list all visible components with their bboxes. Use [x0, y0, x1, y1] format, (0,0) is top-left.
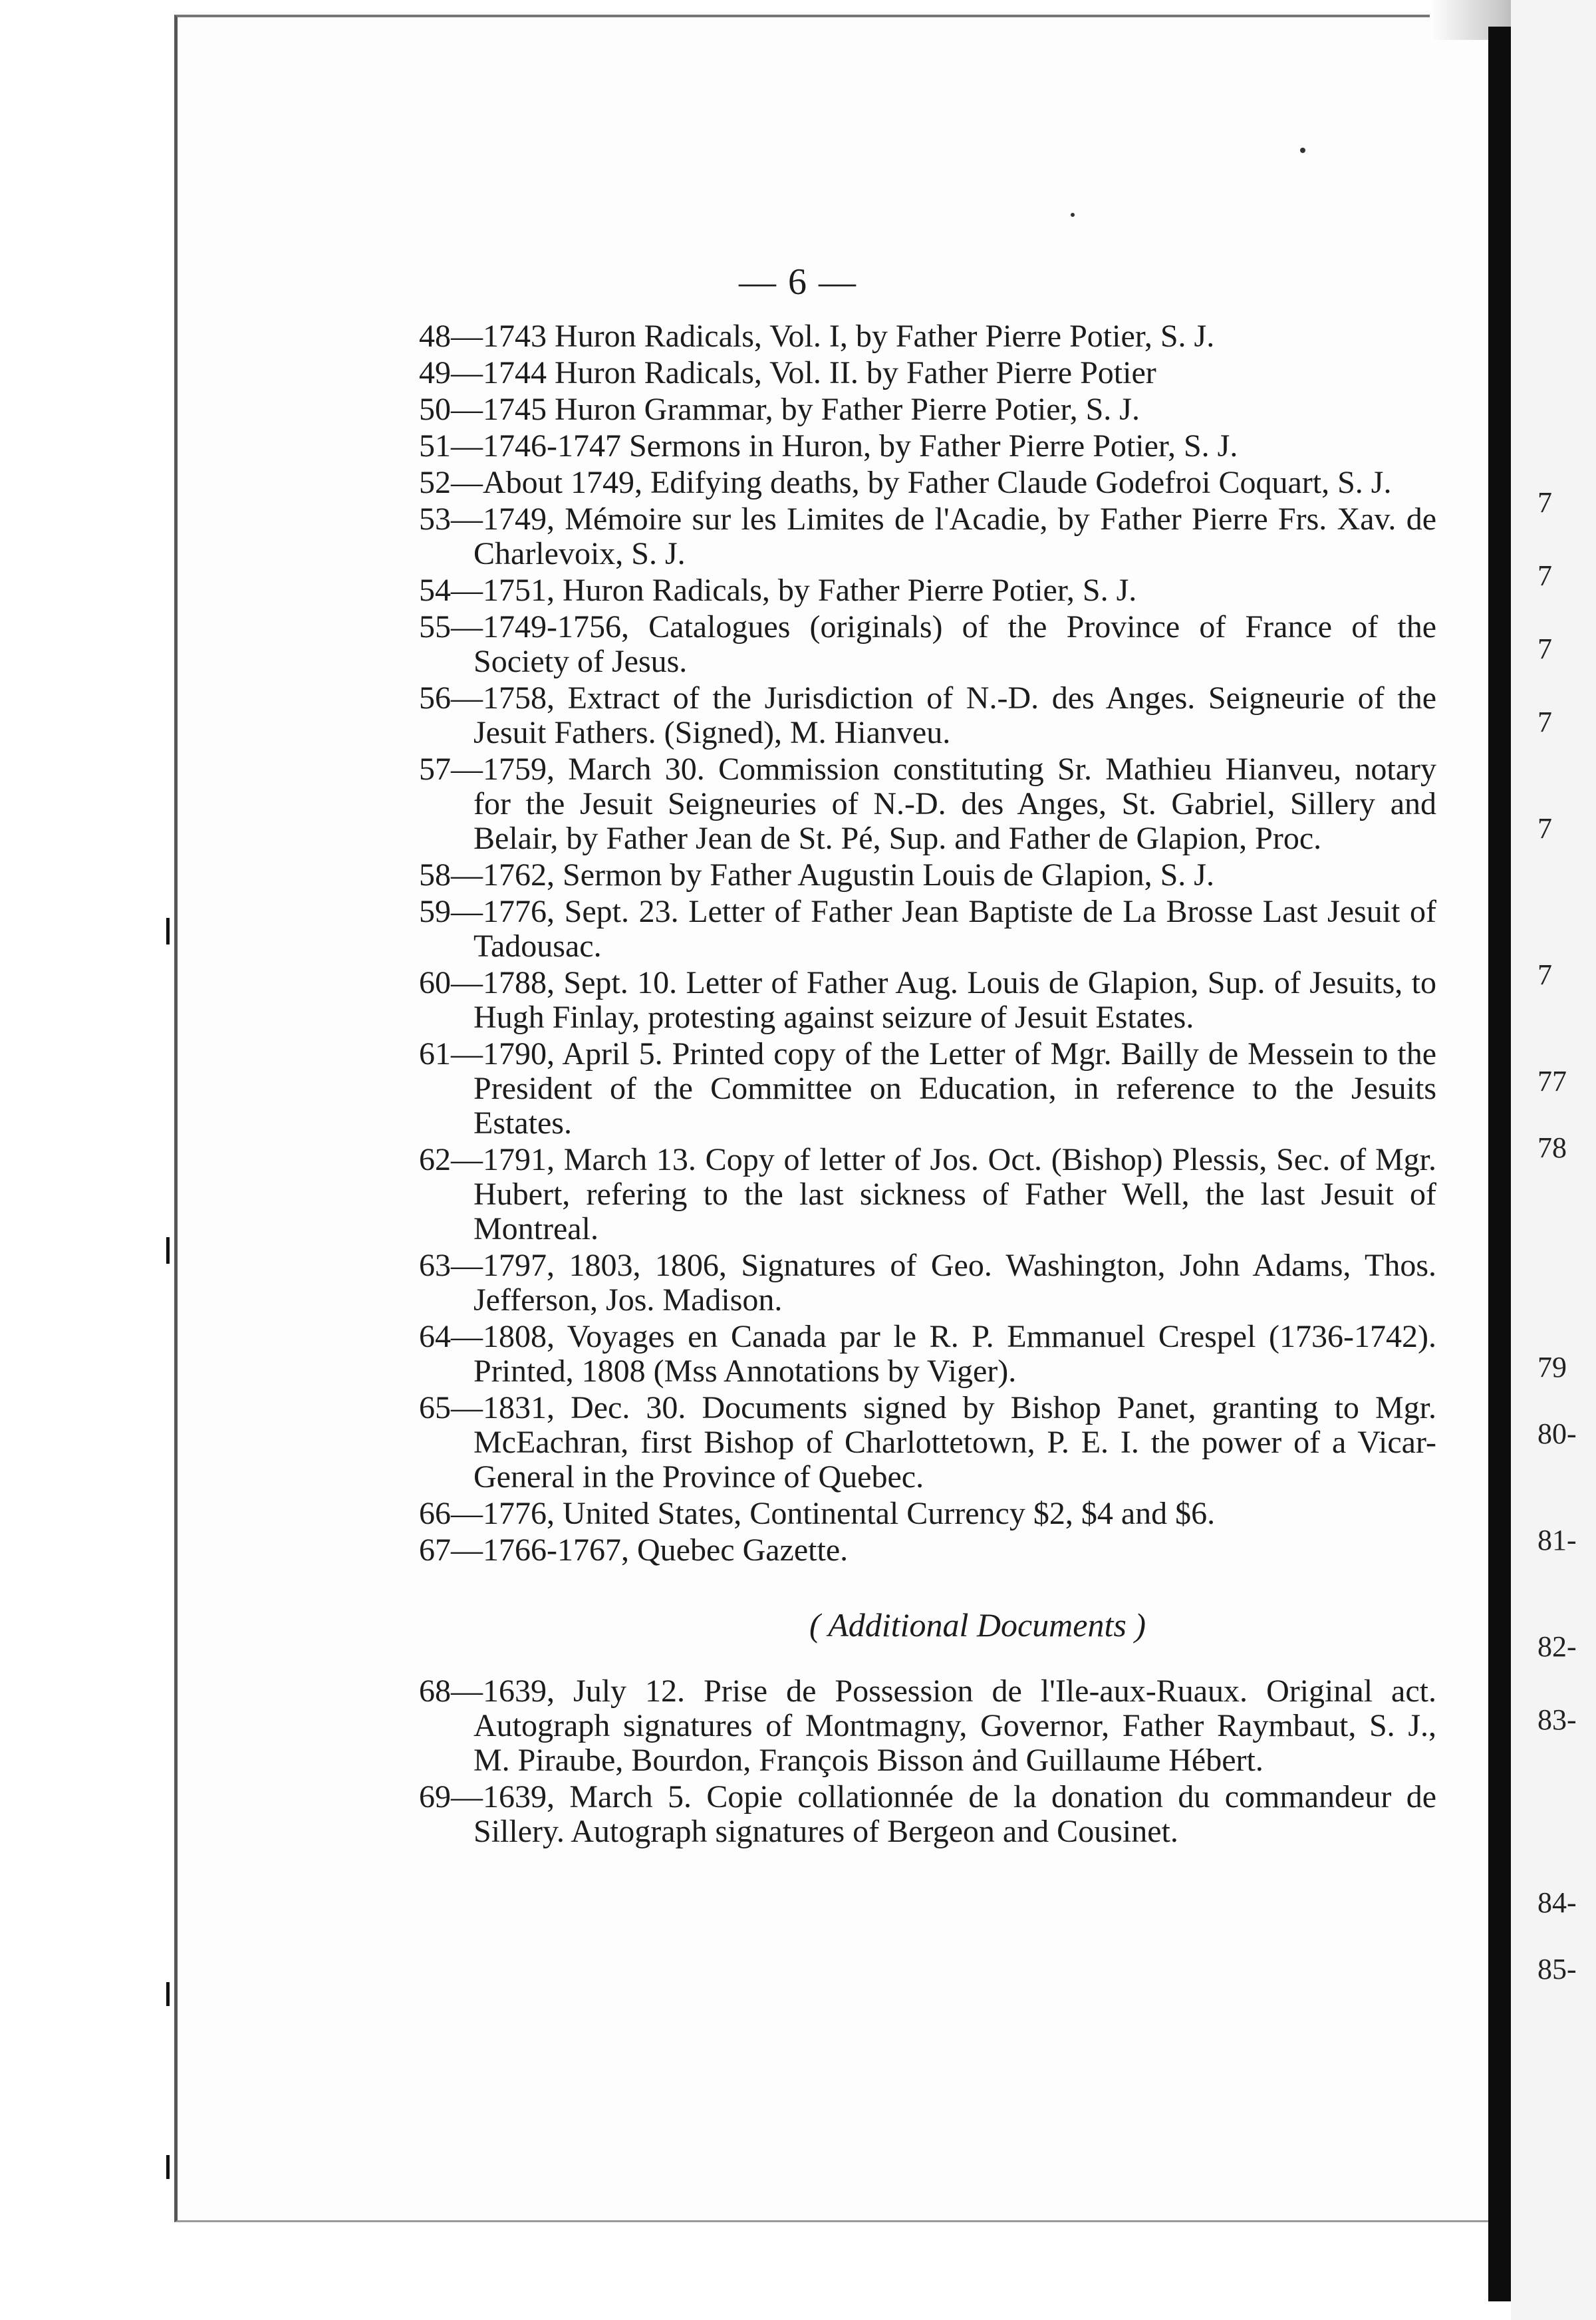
section-heading: ( Additional Documents ) [809, 1606, 1146, 1644]
list-item: 61—1790, April 5. Printed copy of the Letter of Mgr. Bailly de Messein to the President of the Committee on Education, in reference to the Jesuits Estates. [419, 1036, 1436, 1141]
list-item: 66—1776, United States, Continental Currency $2, $4 and $6. [419, 1496, 1216, 1531]
scan-mark [166, 2155, 170, 2179]
facing-page-number: 81- [1537, 1524, 1577, 1556]
facing-page-number: 80- [1537, 1417, 1577, 1450]
scan-speck [1071, 213, 1075, 217]
list-item: 51—1746-1747 Sermons in Huron, by Father Pierre Potier, S. J. [419, 428, 1238, 464]
facing-page-number: 78 [1537, 1131, 1567, 1164]
list-item: 50—1745 Huron Grammar, by Father Pierre Potier, S. J. [419, 392, 1140, 427]
facing-page-number: 84- [1537, 1886, 1577, 1919]
facing-page-number: 7 [1537, 486, 1552, 519]
list-item: 60—1788, Sept. 10. Letter of Father Aug. Louis de Glapion, Sup. of Jesuits, to Hugh Finlay, protesting against seizure of Jesuit Estates. [419, 965, 1436, 1035]
facing-page-number: 82- [1537, 1630, 1577, 1663]
document-list [419, 319, 1436, 1851]
facing-page-number: 77 [1537, 1065, 1567, 1097]
list-item: 68—1639, July 12. Prise de Possession de l'Ile-aux-Ruaux. Original act. Autograph signatures of Montmagny, Governor, Father Raymbaut, S. J., M. Piraube, Bourdon, François Bisson and Guillaume Hébert. [419, 1673, 1436, 1778]
list-item: 57—1759, March 30. Commission constituting Sr. Mathieu Hianveu, notary for the Jesuit Seigneuries of N.-D. des Anges, St. Gabriel, Sillery and Belair, by Father Jean de St. Pé, Sup. and Father de Glapion, Proc. [419, 752, 1436, 856]
list-item: 49—1744 Huron Radicals, Vol. II. by Father Pierre Potier [419, 355, 1156, 390]
facing-page-number: 7 [1537, 706, 1552, 738]
list-item: 56—1758, Extract of the Jurisdiction of N.-D. des Anges. Seigneurie of the Jesuit Fathers. (Signed), M. Hianveu. [419, 680, 1436, 750]
list-item: 69—1639, March 5. Copie collationnée de la donation du commandeur de Sillery. Autograph signatures of Bergeon and Cousinet. [419, 1779, 1436, 1849]
facing-page-number: 7 [1537, 633, 1552, 665]
list-item: 63—1797, 1803, 1806, Signatures of Geo. Washington, John Adams, Thos. Jefferson, Jos. Madison. [419, 1248, 1436, 1318]
facing-page-number: 7 [1537, 559, 1552, 592]
list-item: 59—1776, Sept. 23. Letter of Father Jean Baptiste de La Brosse Last Jesuit of Tadousac. [419, 894, 1436, 964]
list-item: 54—1751, Huron Radicals, by Father Pierre Potier, S. J. [419, 573, 1137, 608]
facing-page-fragment [1511, 0, 1596, 2320]
list-item: 55—1749-1756, Catalogues (originals) of the Province of France of the Society of Jesus. [419, 609, 1436, 679]
scan-margin [0, 0, 173, 2320]
scan-mark [166, 1237, 170, 1264]
list-item: 53—1749, Mémoire sur les Limites de l'Acadie, by Father Pierre Frs. Xav. de Charlevoix, S. J. [419, 502, 1436, 571]
list-item: 65—1831, Dec. 30. Documents signed by Bishop Panet, granting to Mgr. McEachran, first Bishop of Charlottetown, P. E. I. the power of a Vicar-General in the Province of Quebec. [419, 1390, 1436, 1495]
list-item: 62—1791, March 13. Copy of letter of Jos. Oct. (Bishop) Plessis, Sec. of Mgr. Hubert, refering to the last sickness of Father Well, the last Jesuit of Montreal. [419, 1142, 1436, 1246]
facing-page-number: 7 [1537, 958, 1552, 991]
scan-mark [166, 1982, 170, 2006]
scan-mark [166, 918, 170, 944]
list-item: 48—1743 Huron Radicals, Vol. I, by Father Pierre Potier, S. J. [419, 319, 1215, 354]
facing-page-number: 85- [1537, 1953, 1577, 1985]
scan-speck [1300, 148, 1305, 153]
book-gutter [1488, 27, 1511, 2301]
facing-page-number: 83- [1537, 1703, 1577, 1736]
facing-page-number: 79 [1537, 1351, 1567, 1383]
list-item: 64—1808, Voyages en Canada par le R. P. Emmanuel Crespel (1736-1742). Printed, 1808 (Mss Annotations by Viger). [419, 1319, 1436, 1389]
list-item: 67—1766-1767, Quebec Gazette. [419, 1532, 849, 1568]
list-item: 58—1762, Sermon by Father Augustin Louis de Glapion, S. J. [419, 857, 1214, 893]
page-number: — 6 — [739, 261, 857, 303]
list-item: 52—About 1749, Edifying deaths, by Father Claude Godefroi Coquart, S. J. [419, 465, 1392, 500]
facing-page-number: 7 [1537, 812, 1552, 845]
